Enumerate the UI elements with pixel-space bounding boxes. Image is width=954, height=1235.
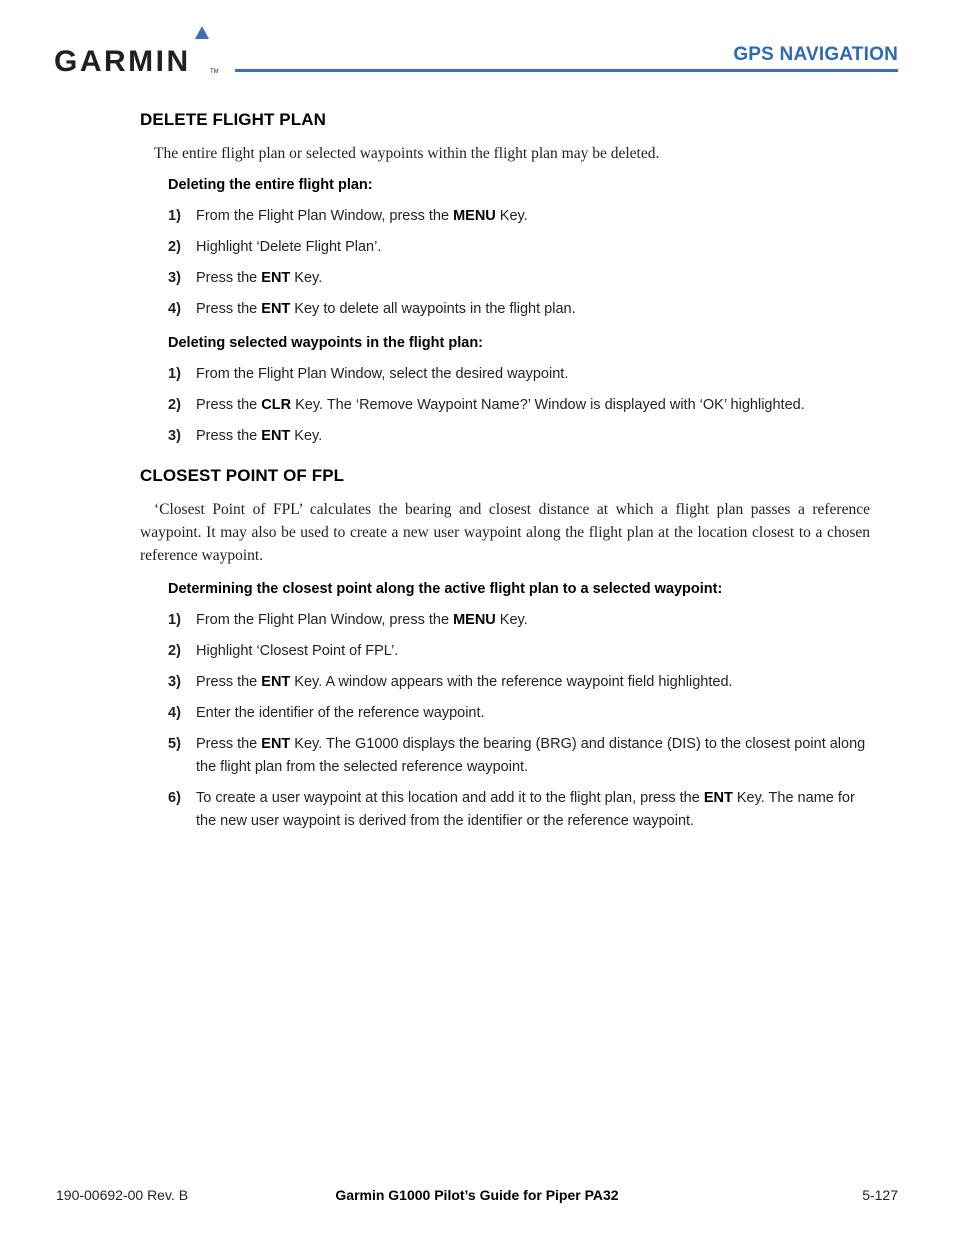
step-item xyxy=(168,702,870,725)
step-item xyxy=(168,425,870,448)
garmin-logo-triangle-icon xyxy=(195,26,209,39)
key-name: ENT xyxy=(261,301,291,317)
footer-doc-number: 190-00692-00 Rev. B xyxy=(56,1187,189,1203)
step-item xyxy=(168,787,870,833)
key-name: ENT xyxy=(261,428,291,444)
step-text: Press the ENT Key. A window appears with the reference waypoint field highlighted. xyxy=(196,674,733,690)
step-text: Press the ENT Key. xyxy=(196,428,323,444)
step-text: Highlight ‘Delete Flight Plan’. xyxy=(196,239,382,255)
step-text: From the Flight Plan Window, press the MENU Key. xyxy=(196,612,528,628)
step-number: 3) xyxy=(168,428,181,444)
step-number: 4) xyxy=(168,705,181,721)
step-text: Press the ENT Key. xyxy=(196,270,323,286)
step-number: 1) xyxy=(168,208,181,224)
step-number: 2) xyxy=(168,239,181,255)
key-name: MENU xyxy=(453,612,496,628)
steps-delete-entire xyxy=(140,205,870,321)
step-item xyxy=(168,205,870,228)
delete-intro: The entire flight plan or selected waypoints within the flight plan may be deleted. xyxy=(154,145,660,162)
page-content xyxy=(140,110,870,841)
step-text: To create a user waypoint at this location and add it to the flight plan, press the ENT Key. The name for the new user waypoint is derived from the identifier or the reference waypoint. xyxy=(196,790,855,829)
step-item xyxy=(168,298,870,321)
step-text: From the Flight Plan Window, select the desired waypoint. xyxy=(196,366,569,382)
step-text: Enter the identifier of the reference waypoint. xyxy=(196,705,485,721)
subheading-delete-selected: Deleting selected waypoints in the flight plan: xyxy=(168,335,484,351)
step-number: 1) xyxy=(168,612,181,628)
step-item xyxy=(168,267,870,290)
heading-delete-flight-plan: DELETE FLIGHT PLAN xyxy=(140,110,326,129)
step-item xyxy=(168,640,870,663)
step-item xyxy=(168,363,870,386)
key-name: ENT xyxy=(261,674,291,690)
step-item xyxy=(168,671,870,694)
step-number: 5) xyxy=(168,736,181,752)
step-number: 2) xyxy=(168,397,181,413)
subheading-closest-procedure: Determining the closest point along the active flight plan to a selected waypoint: xyxy=(168,581,723,597)
logo-wordmark: GARMIN xyxy=(54,45,191,76)
step-text: Highlight ‘Closest Point of FPL’. xyxy=(196,643,399,659)
key-name: CLR xyxy=(261,397,292,413)
step-number: 4) xyxy=(168,301,181,317)
closest-intro: ‘Closest Point of FPL’ calculates the bearing and closest distance at which a flight plan passes a reference waypoint. It may also be used to create a new user waypoint along the flight plan at the location closest to a chosen reference waypoint. xyxy=(140,501,870,564)
step-item xyxy=(168,733,870,779)
key-name: ENT xyxy=(261,736,291,752)
steps-closest-procedure xyxy=(140,609,870,833)
step-item xyxy=(168,394,870,417)
key-name: ENT xyxy=(703,790,733,806)
step-number: 6) xyxy=(168,790,181,806)
step-text: From the Flight Plan Window, press the MENU Key. xyxy=(196,208,528,224)
step-number: 1) xyxy=(168,366,181,382)
heading-closest-point: CLOSEST POINT OF FPL xyxy=(140,466,345,485)
section-title: GPS NAVIGATION xyxy=(733,44,898,65)
step-number: 3) xyxy=(168,674,181,690)
step-item xyxy=(168,609,870,632)
key-name: ENT xyxy=(261,270,291,286)
step-text: Press the ENT Key. The G1000 displays the bearing (BRG) and distance (DIS) to the closest point along the flight plan from the selected reference waypoint. xyxy=(196,736,866,775)
footer-page-number: 5-127 xyxy=(862,1187,898,1203)
step-text: Press the ENT Key to delete all waypoints in the flight plan. xyxy=(196,301,576,317)
logo-trademark: TM xyxy=(210,69,219,75)
step-number: 2) xyxy=(168,643,181,659)
garmin-logo xyxy=(54,26,220,76)
header-rule xyxy=(235,69,898,72)
subheading-delete-entire: Deleting the entire flight plan: xyxy=(168,177,373,193)
step-item xyxy=(168,236,870,259)
key-name: MENU xyxy=(453,208,496,224)
step-text: Press the CLR Key. The ‘Remove Waypoint Name?’ Window is displayed with ‘OK’ highlighted. xyxy=(196,397,805,413)
footer-title: Garmin G1000 Pilot’s Guide for Piper PA32 xyxy=(335,1187,619,1203)
steps-delete-selected xyxy=(140,363,870,448)
step-number: 3) xyxy=(168,270,181,286)
